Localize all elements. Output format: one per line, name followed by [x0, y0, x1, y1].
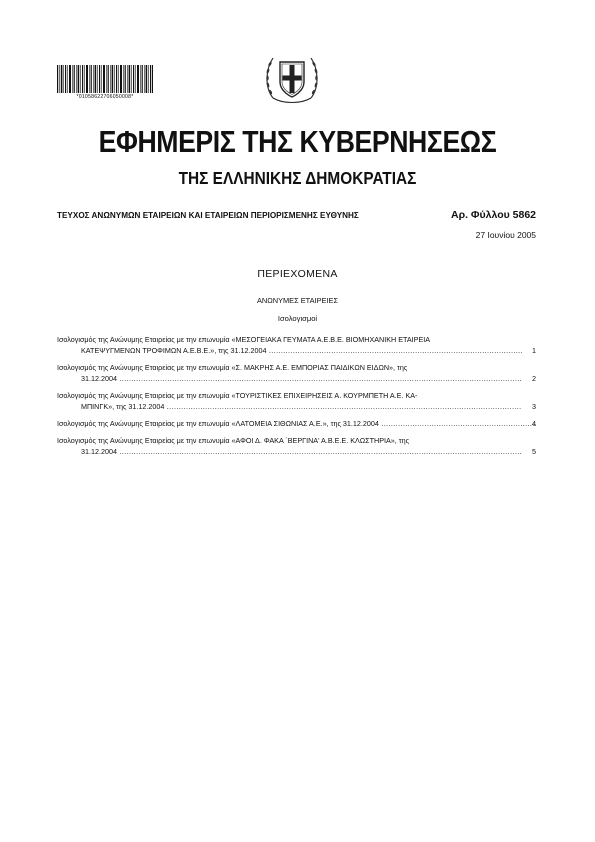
toc-entry-line1: Ισολογισμός της Ανώνυμης Εταιρείας με την επωνυμία «ΤΟΥΡΙΣΤΙΚΕΣ ΕΠΙΧΕΙΡΗΣΕΙΣ Α. ΚΟΥΡΜΠΕΤΗ Α.Ε. ΚΑ-: [57, 391, 418, 400]
toc-page-number: 2: [532, 374, 536, 383]
gazette-subtitle: ΤΗΣ ΕΛΛΗΝΙΚΗΣ ΔΗΜΟΚΡΑΤΙΑΣ: [178, 168, 417, 188]
toc-entry[interactable]: [57, 334, 536, 356]
sheet-number: Αρ. Φύλλου 5862: [451, 209, 536, 221]
barcode-number: *01058622706050008*: [76, 94, 134, 100]
issue-title: ΤΕΥΧΟΣ ΑΝΩΝΥΜΩΝ ΕΤΑΙΡΕΙΩΝ ΚΑΙ ΕΤΑΙΡΕΙΩΝ ΠΕΡΙΟΡΙΣΜΕΝΗΣ ΕΥΘΥΝΗΣ: [57, 210, 359, 220]
toc-entry-line2: 31.12.2004: [81, 447, 117, 456]
toc-entry-line1: Ισολογισμός της Ανώνυμης Εταιρείας με την επωνυμία «Σ. ΜΑΚΡΗΣ Α.Ε. ΕΜΠΟΡΙΑΣ ΠΑΙΔΙΚΩΝ ΕΙΔΩΝ», της: [57, 363, 408, 372]
greek-coat-of-arms-icon: [263, 50, 321, 108]
toc-entry-line1: Ισολογισμός της Ανώνυμης Εταιρείας με την επωνυμία «ΜΕΣΟΓΕΙΑΚΑ ΓΕΥΜΑΤΑ Α.Ε.Β.Ε. ΒΙΟΜΗΧΑΝΙΚΗ ΕΤΑΙΡΕΙΑ: [57, 335, 431, 344]
toc-page-number: 4: [532, 419, 536, 428]
issue-row: [57, 210, 536, 224]
toc-entry-line1: Ισολογισμός της Ανώνυμης Εταιρείας με την επωνυμία «ΛΑΤΟΜΕΙΑ ΣΙΘΩΝΙΑΣ Α.Ε.», της 31.12.2004: [57, 419, 379, 428]
section-heading: ΑΝΩΝΥΜΕΣ ΕΤΑΙΡΕΙΕΣ: [256, 296, 339, 305]
gazette-title: ΕΦΗΜΕΡΙΣ ΤΗΣ ΚΥΒΕΡΝΗΣΕΩΣ: [98, 124, 497, 159]
subsection-heading: Ισολογισμοί: [277, 314, 318, 323]
toc-entry-line2: ΚΑΤΕΨΥΓΜΕΝΩΝ ΤΡΟΦΙΜΩΝ Α.Ε.Β.Ε.», της 31.12.2004: [81, 346, 267, 355]
toc-page-number: 3: [532, 402, 536, 411]
issue-date: 27 Ιουνίου 2005: [475, 230, 536, 240]
barcode: [57, 65, 153, 93]
toc-page-number: 1: [532, 346, 536, 355]
toc-entry[interactable]: [57, 435, 536, 457]
toc-entry-line2: ΜΠΙΝΓΚ», της 31.12.2004: [81, 402, 165, 411]
contents-heading: ΠΕΡΙΕΧΟΜΕΝΑ: [257, 268, 338, 280]
toc-entry-line1: Ισολογισμός της Ανώνυμης Εταιρείας με την επωνυμία «ΑΦΟΙ Δ. ΦΑΚΑ `ΒΕΡΓΙΝΑ' Α.Β.Ε.Ε. ΚΛΩΣΤΗΡΙΑ», της: [57, 436, 410, 445]
table-of-contents: [57, 334, 536, 463]
toc-entry-line2: 31.12.2004: [81, 374, 117, 383]
toc-entry[interactable]: [57, 362, 536, 384]
toc-entry[interactable]: [57, 418, 536, 429]
toc-page-number: 5: [532, 447, 536, 456]
toc-entry[interactable]: [57, 390, 536, 412]
